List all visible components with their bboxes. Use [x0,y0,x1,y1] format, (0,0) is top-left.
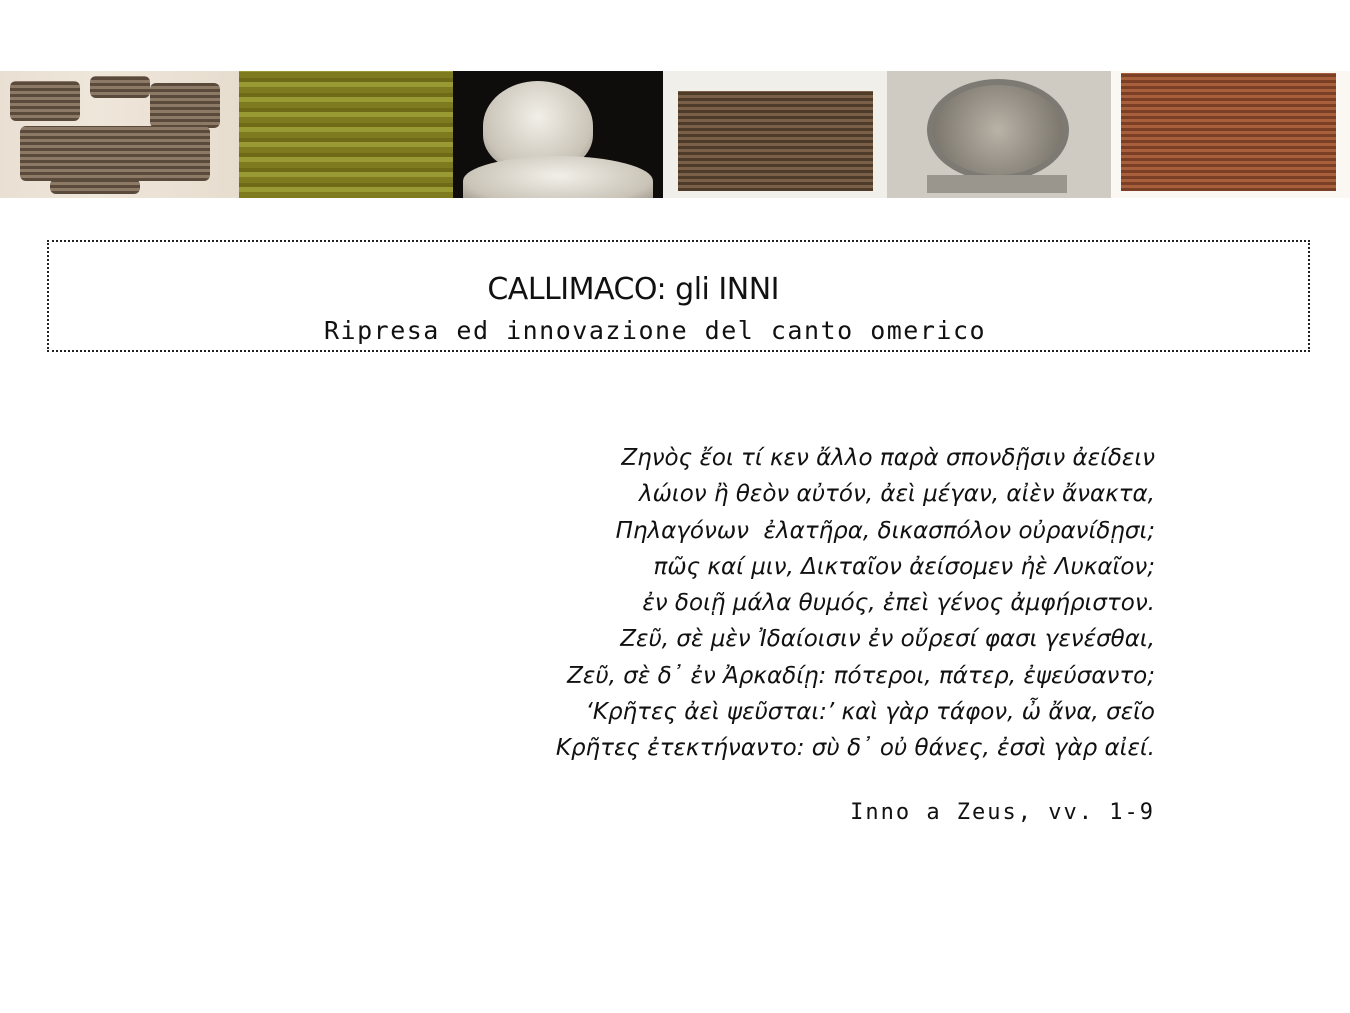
poem-line: πῶς καί μιν, Δικταῖον ἀείσομεν ἠὲ Λυκαῖον; [653,553,1155,580]
greek-poem [556,440,1155,767]
papyrus-fragment-image-3 [1111,71,1350,198]
papyrus-fragment-image-1 [0,71,239,198]
papyrus-fragment-image-2 [663,71,887,198]
title-box [47,240,1310,352]
poem-line: Πηλαγόνων ἐλατῆρα, δικασπόλον οὐρανίδῃσι; [615,517,1155,544]
poem-line: ‘Κρῆτες ἀεὶ ψεῦσται:’ καὶ γὰρ τάφον, ὦ ἄνα, σεῖο [585,699,1155,726]
poem-line: Ζεῦ, σὲ δ᾽ ἐν Ἀρκαδίῃ: πότεροι, πάτερ, ἐψεύσαντο; [567,662,1155,689]
callimachus-portrait-image [887,71,1111,198]
poem-line: Ζεῦ, σὲ μὲν Ἰδαίοισιν ἐν οὔρεσί φασι γενέσθαι, [620,626,1155,653]
image-banner [0,71,1350,198]
poem-line: Κρῆτες ἐτεκτήναντο: σὺ δ᾽ οὐ θάνες, ἐσσὶ γὰρ αἰεί. [555,735,1155,762]
poem-line: λώιον ἢ θεὸν αὐτόν, ἀεὶ μέγαν, αἰὲν ἄνακτα, [639,481,1155,508]
poem-source: Inno a Zeus, vv. 1-9 [850,800,1155,825]
page-title: CALLIMACO: gli INNI [487,272,779,307]
poem-line: Ζηνὸς ἔοι τί κεν ἄλλο παρὰ σπονδῇσιν ἀείδειν [621,445,1155,471]
page-subtitle: Ripresa ed innovazione del canto omerico [324,316,987,345]
poem-line: ἐν δοιῇ μάλα θυμός, ἐπεὶ γένος ἀμφήριστον. [642,590,1155,617]
